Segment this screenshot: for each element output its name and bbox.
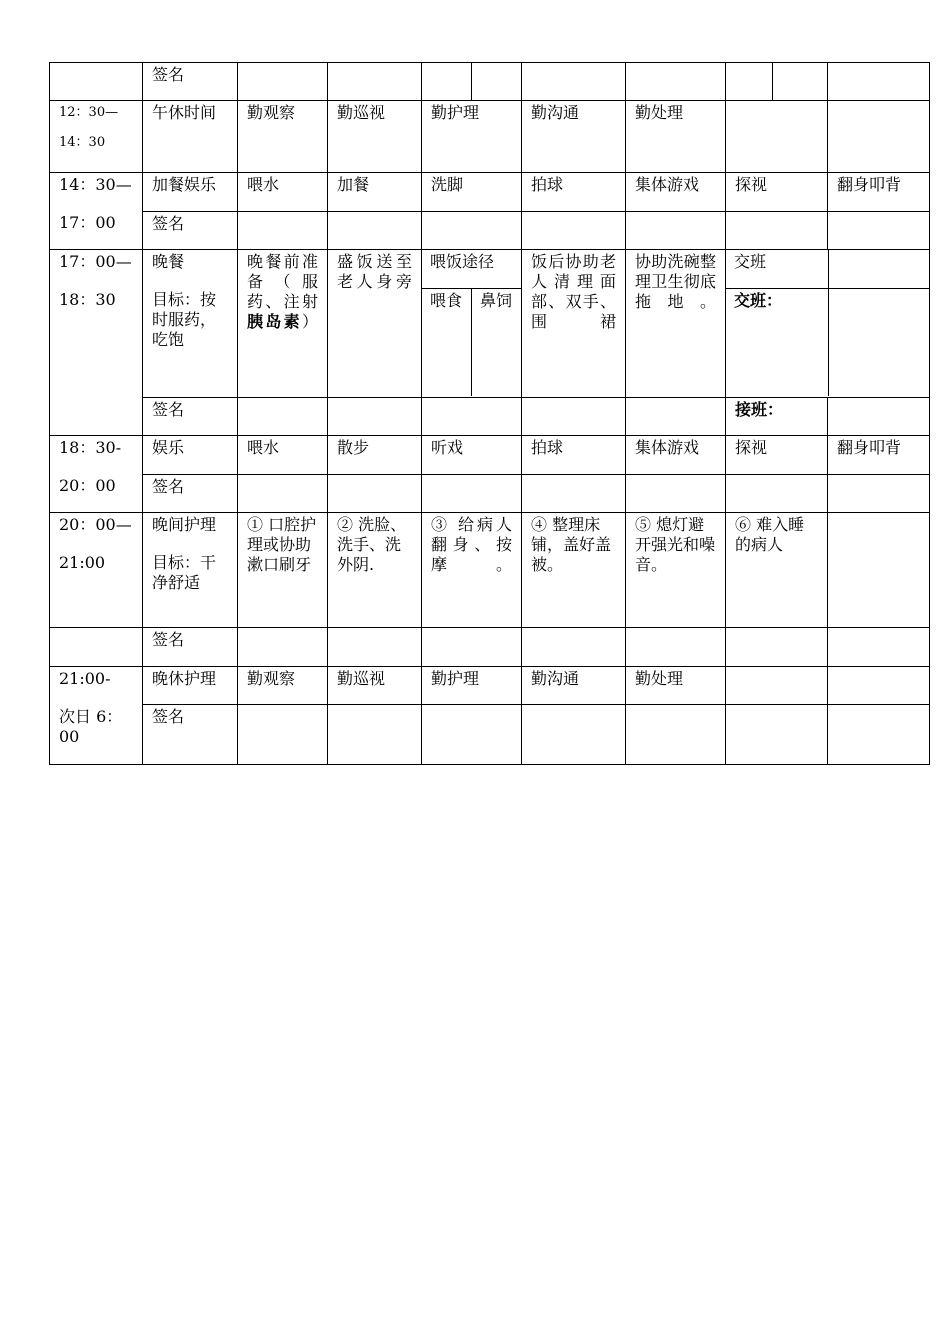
sign-label: 签名 [143,398,238,436]
table-row: 17：00— 18：30 晚餐 目标：按时服药，吃饱 晚餐前准备（服药、注射胰岛素） 盛饭送至老人身旁 喂饭途径 喂食 鼻饲 饭后协助老人清理面部、双手、围裙 协助洗碗整理卫生彻底拖地。 交班 交班： [50,250,930,398]
sign-label: 签名 [143,475,238,513]
activity-label: 午休时间 [143,101,238,173]
sign-label: 签名 [143,705,238,765]
feeding-route-cell: 喂饭途径 喂食 鼻饲 [422,250,522,398]
time-cell: 17：00— 18：30 [50,250,143,436]
table-row: 21:00- 次日 6：00 晚休护理 勤观察 勤巡视 勤护理 勤沟通 勤处理 [50,667,930,705]
sign-label: 签名 [143,63,238,101]
time-cell: 18：30- 20：00 [50,436,143,513]
table-row: 14：30— 17：00 加餐娱乐 喂水 加餐 洗脚 拍球 集体游戏 探视 翻身叩背 [50,173,930,212]
table-row [50,398,930,436]
activity-label: 晚休护理 [143,667,238,705]
table-row: 18：30- 20：00 娱乐 喂水 散步 听戏 拍球 集体游戏 探视 翻身叩背 [50,436,930,475]
sign-label: 签名 [143,212,238,250]
table-row [50,212,930,250]
table-row [50,475,930,513]
table-row [50,705,930,765]
time-cell [50,63,143,101]
activity-label: 加餐娱乐 [143,173,238,212]
activity-label: 晚间护理 目标：干净舒适 [143,513,238,628]
time-cell: 20：00— 21:00 [50,513,143,628]
table-row: 20：00— 21:00 晚间护理 目标：干净舒适 ① 口腔护理或协助漱口刷牙 ② 洗脸、洗手、洗外阴. ③ 给病人翻身、按摩。 ④ 整理床铺，盖好盖被。 ⑤ 熄灯避开强光和噪音。 ⑥ 难入睡的病人 [50,513,930,628]
care-schedule-table [49,62,930,765]
activity-label: 娱乐 [143,436,238,475]
time-cell: 21:00- 次日 6：00 [50,667,143,765]
dinner-prep-cell: 晚餐前准备（服药、注射胰岛素） [238,250,328,398]
sign-label: 签名 [143,628,238,667]
takeover-label: 接班： [726,398,828,436]
time-cell: 12：30— 14：30 [50,101,143,173]
table-row: 12：30— 14：30 午休时间 勤观察 勤巡视 勤护理 勤沟通 勤处理 [50,101,930,173]
table-row [50,63,930,101]
table-row [50,628,930,667]
handover-cell: 交班 交班： [726,250,930,398]
time-cell [50,628,143,667]
time-cell: 14：30— 17：00 [50,173,143,250]
activity-label: 晚餐 目标：按时服药，吃饱 [143,250,238,398]
